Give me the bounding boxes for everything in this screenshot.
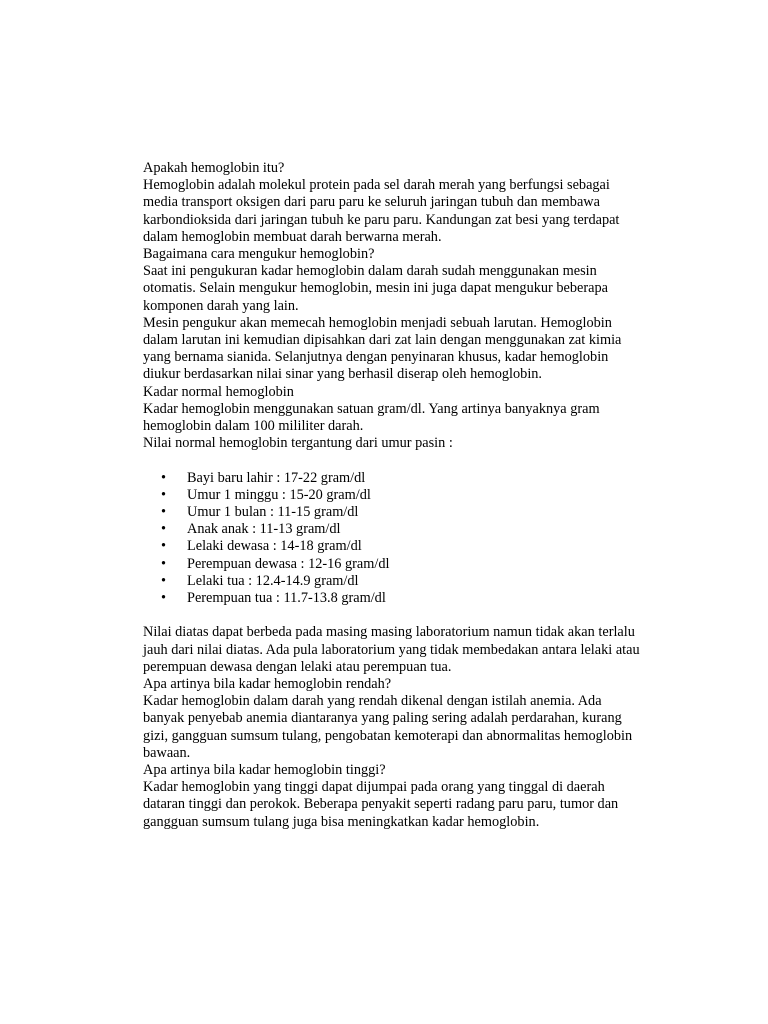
bullet-icon: • (161, 555, 167, 572)
list-item (143, 504, 643, 521)
list-item-text: Perempuan tua : 11.7-13.8 gram/dl (187, 590, 386, 607)
paragraph-measurement-machine: Saat ini pengukuran kadar hemoglobin dalam darah sudah menggunakan mesin otomatis. Selain mengukur hemoglobin, mesin ini juga dapat mengukur beberapa komponen darah yang lain. (143, 263, 608, 314)
normal-values-list (143, 470, 643, 608)
bullet-icon: • (161, 521, 167, 538)
blank-line (143, 607, 643, 624)
list-item-text: Umur 1 minggu : 15-20 gram/dl (187, 486, 371, 503)
paragraph-low-hemoglobin: Kadar hemoglobin dalam darah yang rendah dikenal dengan istilah anemia. Ada banyak penyebab anemia diantaranya yang paling sering adalah perdarahan, kurang gizi, gangguan sumsum tulang, pengobatan kemoterapi dan abnormalitas hemoglobin bawaan. (143, 693, 633, 761)
paragraph-hemoglobin-definition: Hemoglobin adalah molekul protein pada sel darah merah yang berfungsi sebagai media transport oksigen dari paru paru ke seluruh jaringan tubuh dan membawa karbondioksida dari jaringan tubuh ke paru paru. Kandungan zat besi yang terdapat dalam hemoglobin membuat darah berwarna merah. (143, 177, 620, 245)
list-item (143, 521, 643, 538)
bullet-icon: • (161, 538, 167, 555)
bullet-icon: • (161, 590, 167, 607)
list-item (143, 487, 643, 504)
section-heading-normal-levels: Kadar normal hemoglobin (143, 383, 294, 400)
list-item-text: Bayi baru lahir : 17-22 gram/dl (187, 469, 366, 486)
list-item-text: Perempuan dewasa : 12-16 gram/dl (187, 555, 390, 572)
paragraph-high-hemoglobin: Kadar hemoglobin yang tinggi dapat dijumpai pada orang yang tinggal di daerah dataran tinggi dan perokok. Beberapa penyakit seperti radang paru paru, tumor dan gangguan sumsum tulang juga bisa meningkatkan kadar hemoglobin. (143, 779, 619, 830)
bullet-icon: • (161, 504, 167, 521)
list-item-text: Anak anak : 11-13 gram/dl (187, 521, 341, 538)
section-heading-high-hemoglobin: Apa artinya bila kadar hemoglobin tinggi? (143, 762, 386, 779)
section-heading-how-to-measure: Bagaimana cara mengukur hemoglobin? (143, 246, 375, 263)
list-item (143, 590, 643, 607)
list-item-text: Lelaki dewasa : 14-18 gram/dl (187, 538, 362, 555)
blank-line (143, 452, 643, 469)
paragraph-measurement-method: Mesin pengukur akan memecah hemoglobin menjadi sebuah larutan. Hemoglobin dalam larutan ini kemudian dipisahkan dari zat lain dengan menggunakan zat kimia yang bernama sianida. Selanjutnya dengan penyinaran khusus, kadar hemoglobin diukur berdasarkan nilai sinar yang berhasil diserap oleh hemoglobin. (143, 314, 622, 383)
bullet-icon: • (161, 572, 167, 589)
bullet-icon: • (161, 486, 167, 503)
section-heading-what-is-hemoglobin: Apakah hemoglobin itu? (143, 160, 285, 176)
list-item (143, 573, 643, 590)
list-intro: Nilai normal hemoglobin tergantung dari umur pasin : (143, 435, 453, 452)
paragraph-lab-variation-note: Nilai diatas dapat berbeda pada masing masing laboratorium namun tidak akan terlalu jauh dari nilai diatas. Ada pula laboratorium yang tidak membedakan antara lelaki atau perempuan dewasa dengan lelaki atau perempuan tua. (143, 624, 640, 675)
list-item (143, 470, 643, 487)
document-body (143, 160, 643, 831)
bullet-icon: • (161, 469, 167, 486)
list-item-text: Lelaki tua : 12.4-14.9 gram/dl (187, 572, 359, 589)
list-item (143, 538, 643, 555)
list-item (143, 556, 643, 573)
section-heading-low-hemoglobin: Apa artinya bila kadar hemoglobin rendah? (143, 676, 392, 693)
list-item-text: Umur 1 bulan : 11-15 gram/dl (187, 504, 359, 521)
paragraph-unit-explanation: Kadar hemoglobin menggunakan satuan gram/dl. Yang artinya banyaknya gram hemoglobin dalam 100 mililiter darah. (143, 400, 600, 435)
